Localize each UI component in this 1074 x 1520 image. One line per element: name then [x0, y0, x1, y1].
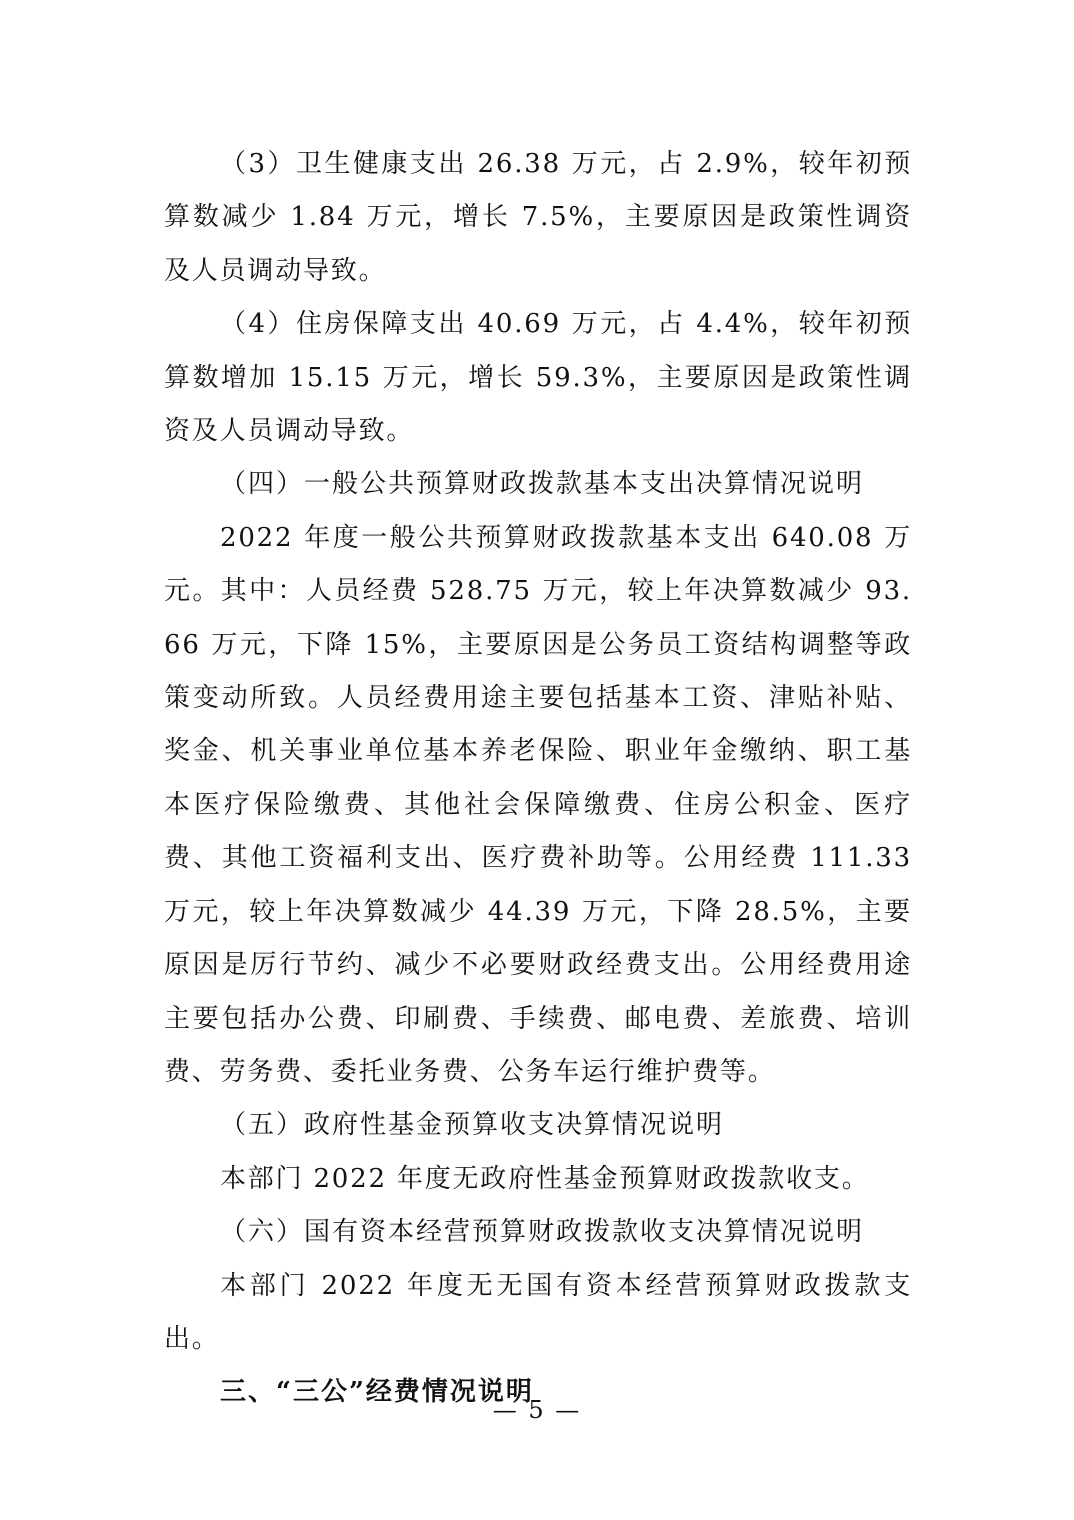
page-number: — 5 —	[492, 1396, 582, 1424]
section-four-body: 2022 年度一般公共预算财政拨款基本支出 640.08 万元。其中：人员经费 528.75 万元，较上年决算数减少 93.66 万元，下降 15%，主要原因是公务员工资结构调整等政策变动所致。人员经费用途主要包括基本工资、津贴补贴、奖金、机关事业单位基本养老保险、职业年金缴纳、职工基本医疗保险缴费、其他社会保障缴费、住房公积金、医疗费、其他工资福利支出、医疗费补助等。公用经费 111.33 万元，较上年决算数减少 44.39 万元，下降 28.5%，主要原因是厉行节约、减少不必要财政经费支出。公用经费用途主要包括办公费、印刷费、手续费、邮电费、差旅费、培训费、劳务费、委托业务费、公务车运行维护费等。	[164, 522, 912, 1087]
section-six-body: 本部门 2022 年度无无国有资本经营预算财政拨款支出。	[164, 1270, 912, 1354]
paragraph-health-expenditure: （3）卫生健康支出 26.38 万元，占 2.9%，较年初预算数减少 1.84 万元，增长 7.5%，主要原因是政策性调资及人员调动导致。	[164, 149, 912, 286]
section-five-body: 本部门 2022 年度无政府性基金预算财政拨款收支。	[220, 1163, 870, 1194]
section-five-heading: （五）政府性基金预算收支决算情况说明	[220, 1110, 725, 1141]
section-four-heading: （四）一般公共预算财政拨款基本支出决算情况说明	[220, 469, 865, 500]
section-six-heading: （六）国有资本经营预算财政拨款收支决算情况说明	[220, 1217, 865, 1248]
document-body	[164, 138, 912, 1420]
paragraph-housing-expenditure: （4）住房保障支出 40.69 万元，占 4.4%，较年初预算数增加 15.15 万元，增长 59.3%，主要原因是政策性调资及人员调动导致。	[164, 309, 912, 447]
section-three-title: 三、“三公”经费情况说明	[220, 1377, 534, 1408]
